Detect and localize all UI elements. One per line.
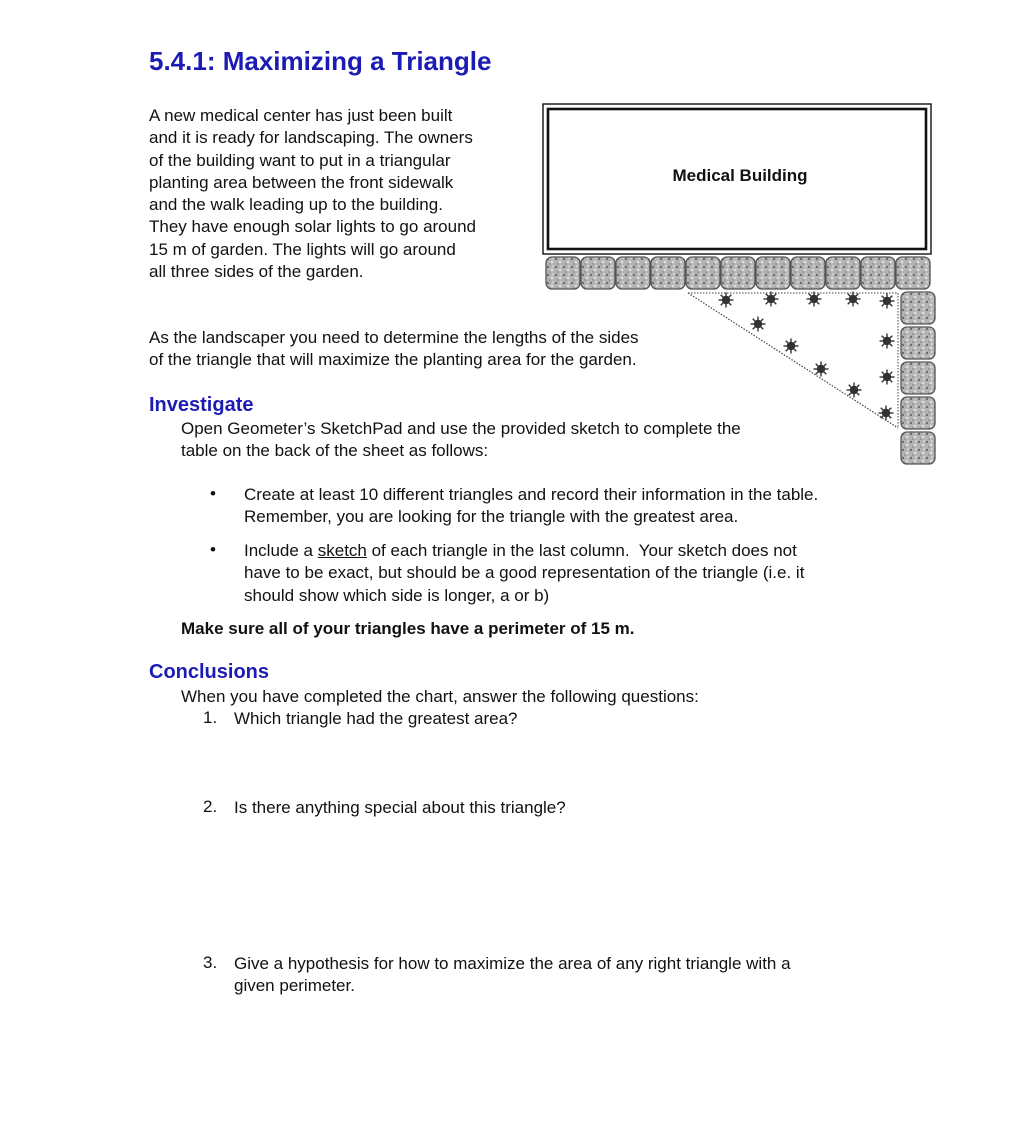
question-1: Which triangle had the greatest area?	[234, 709, 518, 728]
bullet-line: have to be exact, but should be a good representation of the triangle (i.e. it	[244, 563, 805, 583]
investigate-heading: Investigate	[149, 394, 254, 416]
intro-line: of the building want to put in a triangular	[149, 150, 451, 170]
question-number: 1.	[203, 708, 218, 727]
question-number: 3.	[203, 953, 218, 972]
building-label: Medical Building	[672, 166, 808, 185]
investigate-line: Open Geometer’s SketchPad and use the provided sketch to complete the	[181, 419, 741, 438]
intro-line: and the walk leading up to the building.	[149, 195, 443, 215]
page-title: 5.4.1: Maximizing a Triangle	[149, 46, 492, 76]
building-walk	[901, 292, 935, 464]
sketch-underlined: sketch	[317, 541, 367, 560]
bullet-item-1	[244, 484, 924, 529]
task-line: of the triangle that will maximize the planting area for the garden.	[149, 350, 637, 370]
intro-line: all three sides of the garden.	[149, 262, 364, 282]
bullet-line: should show which side is longer, a or b)	[244, 585, 550, 605]
bullet-text: Include a	[244, 541, 318, 560]
question-number: 2.	[203, 797, 218, 816]
bullet-text: of each triangle in the last column. Your sketch does not	[366, 541, 797, 560]
investigate-paragraph	[181, 418, 841, 463]
conclusions-intro: When you have completed the chart, answer the following questions:	[181, 687, 699, 706]
intro-line: planting area between the front sidewalk	[149, 172, 454, 192]
intro-line: 15 m of garden. The lights will go around	[149, 239, 456, 259]
bullet-line: Remember, you are looking for the triangle with the greatest area.	[244, 507, 739, 527]
task-paragraph	[149, 327, 749, 372]
question-line: Give a hypothesis for how to maximize the area of any right triangle with a	[234, 954, 791, 973]
bullet-line: Create at least 10 different triangles and record their information in the table.	[244, 485, 819, 504]
question-3	[234, 953, 934, 998]
conclusions-heading: Conclusions	[149, 661, 270, 683]
intro-paragraph	[149, 105, 534, 283]
question-line: given perimeter.	[234, 976, 355, 996]
bullet-marker: •	[210, 484, 216, 503]
intro-line: A new medical center has just been built	[149, 106, 453, 125]
bullet-line	[244, 540, 924, 562]
task-line: As the landscaper you need to determine the lengths of the sides	[149, 328, 639, 347]
intro-line: They have enough solar lights to go around	[149, 217, 477, 237]
front-sidewalk	[546, 257, 930, 289]
question-2: Is there anything special about this triangle?	[234, 798, 566, 817]
bullet-marker: •	[210, 540, 216, 559]
bullet-item-2	[244, 540, 924, 607]
investigate-line: table on the back of the sheet as follows:	[181, 441, 489, 461]
intro-line: and it is ready for landscaping. The owners	[149, 128, 473, 148]
perimeter-note: Make sure all of your triangles have a perimeter of 15 m.	[181, 619, 635, 638]
